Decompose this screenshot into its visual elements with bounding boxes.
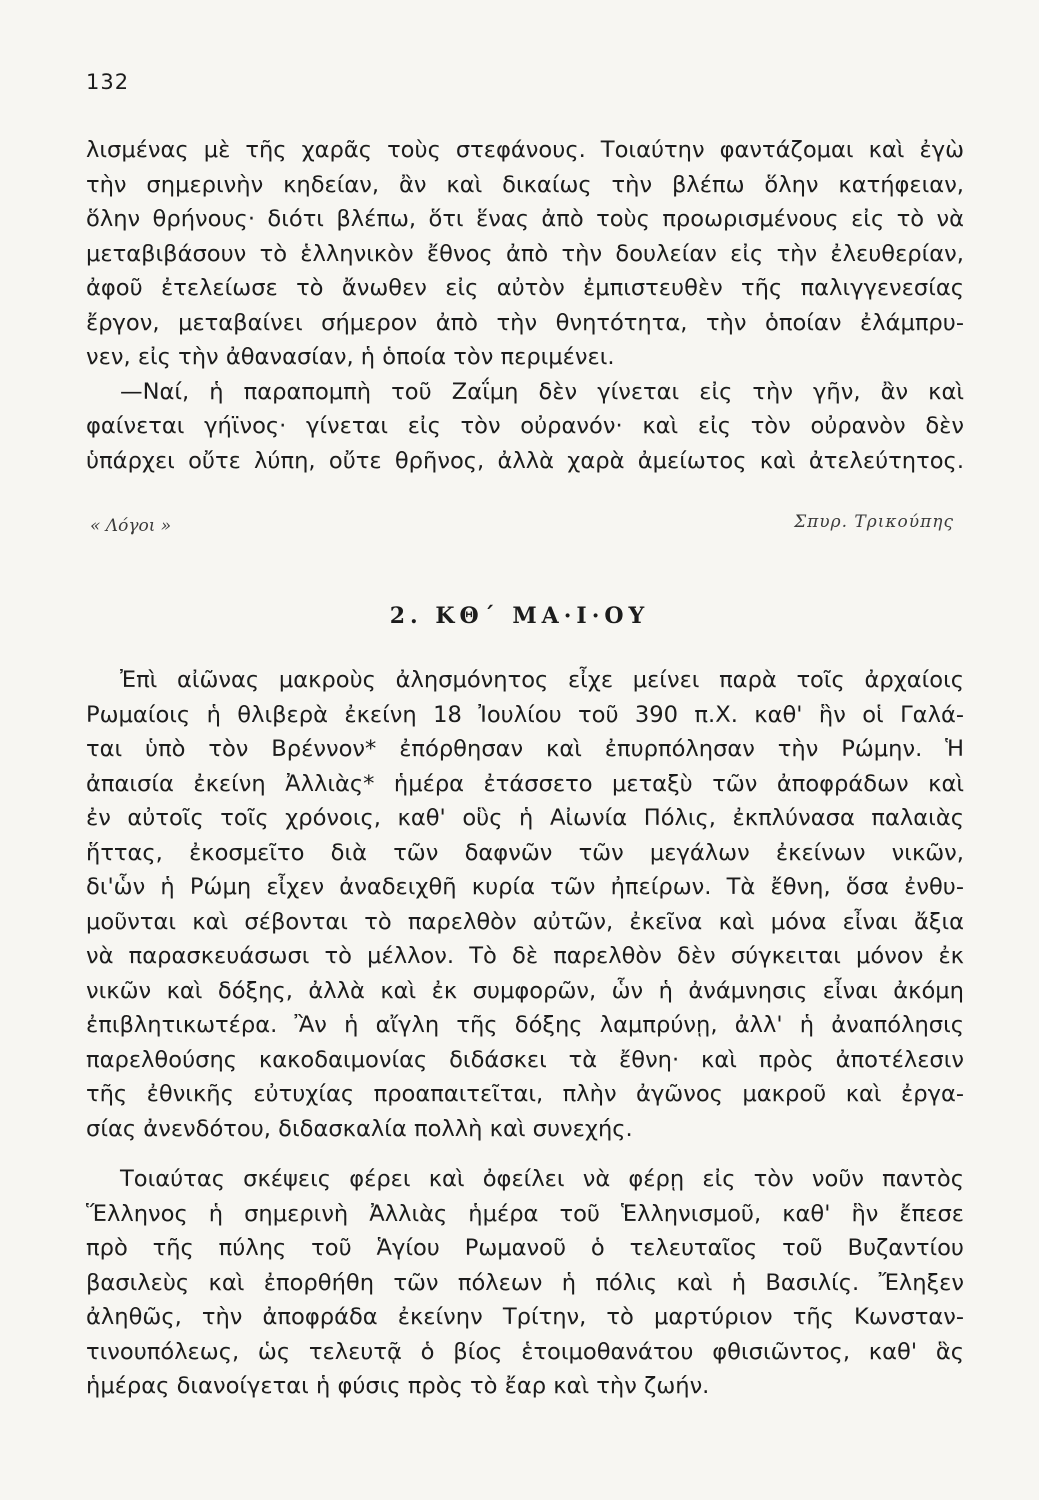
intro-text — [86, 133, 964, 478]
body-text — [86, 663, 964, 1404]
attribution-author: Σπυρ. Τρικούπης — [794, 512, 954, 532]
text-line: Ρωμαίοις ἡ θλιβερὰ ἐκείνη 18 Ἰουλίου τοῦ 390 π.Χ. καθ' ἣν οἱ Γαλά- — [86, 701, 964, 728]
text-line: νικῶν καὶ δόξης, ἀλλὰ καὶ ἐκ συμφορῶν, ὧν ἡ ἀνάμνησις εἶναι ἀκόμη — [86, 977, 964, 1004]
text-line: βασιλεὺς καὶ ἐπορθήθη τῶν πόλεων ἡ πόλις καὶ ἡ Βασιλίς. Ἔληξεν — [86, 1269, 964, 1296]
paragraph-gap — [86, 1146, 964, 1162]
text-line: πρὸ τῆς πύλης τοῦ Ἁγίου Ρωμανοῦ ὁ τελευταῖος τοῦ Βυζαντίου — [86, 1235, 964, 1261]
text-line: τῆς ἐθνικῆς εὐτυχίας προαπαιτεῖται, πλὴν ἀγῶνος μακροῦ καὶ ἐργα- — [86, 1081, 964, 1107]
text-line: Τοιαύτας σκέψεις φέρει καὶ ὀφείλει νὰ φέρῃ εἰς τὸν νοῦν παντὸς — [120, 1166, 964, 1192]
text-line: δι'ὧν ἡ Ρώμη εἶχεν ἀναδειχθῆ κυρία τῶν ἠπείρων. Τὰ ἔθνη, ὅσα ἐνθυ- — [86, 874, 964, 900]
text-line: ἀφοῦ ἐτελείωσε τὸ ἄνωθεν εἰς αὐτὸν ἐμπιστευθὲν τῆς παλιγγενεσίας — [86, 275, 964, 301]
text-line: ὑπάρχει οὔτε λύπη, οὔτε θρῆνος, ἀλλὰ χαρὰ ἀμείωτος καὶ ἀτελεύτητος. — [86, 447, 964, 474]
text-line: νεν, εἰς τὴν ἀθανασίαν, ἡ ὁποία τὸν περιμένει. — [86, 344, 615, 370]
text-line: σίας ἀνενδότου, διδασκαλία πολλὴ καὶ συνεχής. — [86, 1115, 633, 1142]
text-line: ἀληθῶς, τὴν ἀποφράδα ἐκείνην Τρίτην, τὸ μαρτύριον τῆς Κωνσταν- — [86, 1304, 964, 1330]
text-line: Ἕλληνος ἡ σημερινὴ Ἀλλιὰς ἡμέρα τοῦ Ἑλληνισμοῦ, καθ' ἣν ἔπεσε — [86, 1200, 964, 1227]
attribution — [86, 512, 964, 542]
text-line: μοῦνται καὶ σέβονται τὸ παρελθὸν αὐτῶν, ἐκεῖνα καὶ μόνα εἶναι ἄξια — [86, 908, 964, 935]
text-line: μεταβιβάσουν τὸ ἑλληνικὸν ἔθνος ἀπὸ τὴν δουλείαν εἰς τὴν ἐλευθερίαν, — [86, 240, 964, 267]
text-line: νὰ παρασκευάσωσι τὸ μέλλον. Τὸ δὲ παρελθὸν δὲν σύγκειται μόνον ἐκ — [86, 943, 964, 969]
page-number: 132 — [86, 70, 130, 94]
text-line: φαίνεται γήϊνος· γίνεται εἰς τὸν οὐρανόν· καὶ εἰς τὸν οὐρανὸν δὲν — [86, 413, 964, 439]
text-line: ἔργον, μεταβαίνει σήμερον ἀπὸ τὴν θνητότητα, τὴν ὁποίαν ἐλάμπρυ- — [86, 309, 964, 336]
text-line: λισμένας μὲ τῆς χαρᾶς τοὺς στεφάνους. Τοιαύτην φαντάζομαι καὶ ἐγὼ — [86, 137, 964, 163]
text-line: τινουπόλεως, ὡς τελευτᾷ ὁ βίος ἑτοιμοθανάτου φθισιῶντος, καθ' ἃς — [86, 1338, 964, 1365]
text-line: ται ὑπὸ τὸν Βρέννον* ἐπόρθησαν καὶ ἐπυρπόλησαν τὴν Ρώμην. Ἡ — [86, 736, 964, 762]
text-line: παρελθούσης κακοδαιμονίας διδάσκει τὰ ἔθνη· καὶ πρὸς ἀποτέλεσιν — [86, 1046, 964, 1073]
text-line: τὴν σημερινὴν κηδείαν, ἂν καὶ δικαίως τὴν βλέπω ὅλην κατήφειαν, — [86, 171, 964, 198]
text-line: Ἐπὶ αἰῶνας μακροὺς ἀλησμόνητος εἶχε μείνει παρὰ τοῖς ἀρχαίοις — [120, 667, 964, 693]
text-line: ἐπιβλητικωτέρα. Ἂν ἡ αἴγλη τῆς δόξης λαμπρύνῃ, ἀλλ' ἡ ἀναπόλησις — [86, 1012, 964, 1038]
text-line: ἐν αὐτοῖς τοῖς χρόνοις, καθ' οὓς ἡ Αἰωνία Πόλις, ἐκπλύνασα παλαιὰς — [86, 805, 964, 831]
section-heading: 2. ΚΘ΄ ΜΑ·Ι·ΟΥ — [389, 603, 650, 629]
text-line: ἡμέρας διανοίγεται ἡ φύσις πρὸς τὸ ἔαρ καὶ τὴν ζωήν. — [86, 1373, 710, 1399]
text-line: ὅλην θρήνους· διότι βλέπω, ὅτι ἕνας ἀπὸ τοὺς προωρισμένους εἰς τὸ νὰ — [86, 206, 964, 232]
text-line: ἥττας, ἐκοσμεῖτο διὰ τῶν δαφνῶν τῶν μεγάλων ἐκείνων νικῶν, — [86, 839, 964, 866]
text-line: ἀπαισία ἐκείνη Ἀλλιὰς* ἡμέρα ἐτάσσετο μεταξὺ τῶν ἀποφράδων καὶ — [86, 770, 964, 797]
attribution-source: « Λόγοι » — [90, 516, 172, 536]
text-line: —Ναί, ἡ παραπομπὴ τοῦ Ζαΐμη δὲν γίνεται εἰς τὴν γῆν, ἂν καὶ — [120, 378, 964, 405]
